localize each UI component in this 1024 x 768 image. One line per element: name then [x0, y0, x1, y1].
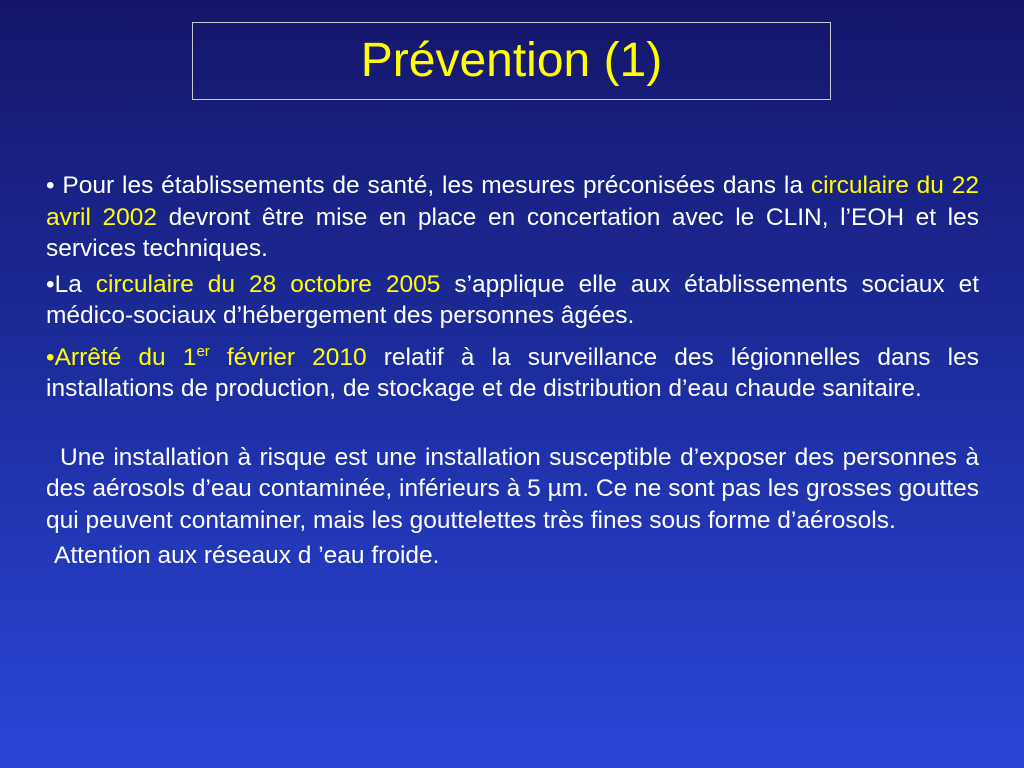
bullet-3-highlight-a: Arrêté du 1	[54, 343, 197, 371]
bullet-marker: •	[46, 343, 55, 371]
bullet-marker: •	[46, 270, 55, 298]
bullet-1-text-a: Pour les établissements de santé, les mesures préconisées dans la	[54, 172, 811, 199]
title-box	[192, 22, 831, 100]
bullet-1-highlight: circulaire du 22 avril 2002	[46, 172, 980, 231]
attention-line: Attention aux réseaux d ’eau froide.	[54, 542, 440, 570]
bullet-item-3	[46, 336, 979, 405]
bullet-2-text-b: s’applique elle aux établissements sociaux et médico-sociaux d’hébergement des personnes âgées.	[46, 270, 980, 329]
slide-title: Prévention (1)	[360, 34, 663, 87]
bullet-3-superscript: er	[196, 342, 210, 360]
bullet-3-text-b: relatif à la surveillance des légionnelles dans les installations de production, de stockage et de distribution d’eau chaude sanitaire.	[46, 343, 979, 403]
bullet-1-text-b: devront être mise en place en concertation avec le CLIN, l’EOH et les services techniques.	[46, 203, 979, 262]
bullet-2-highlight: circulaire du 28 octobre 2005	[95, 270, 441, 298]
bullet-marker: •	[46, 172, 55, 199]
slide-body	[46, 170, 979, 576]
bullet-2-text-a: La	[54, 270, 96, 298]
bullet-3-highlight-b: février 2010	[209, 343, 367, 371]
spacer	[46, 409, 979, 442]
bullet-item-2	[46, 269, 979, 332]
risk-paragraph: Une installation à risque est une installation susceptible d’exposer des personnes à des aérosols d’eau contaminée, inférieurs à 5 µm. Ce ne sont pas les grosses gouttes qui peuvent contaminer, mais les gouttelettes très fines sous forme d’aérosols.	[46, 443, 979, 534]
bullet-item-1	[46, 170, 979, 265]
